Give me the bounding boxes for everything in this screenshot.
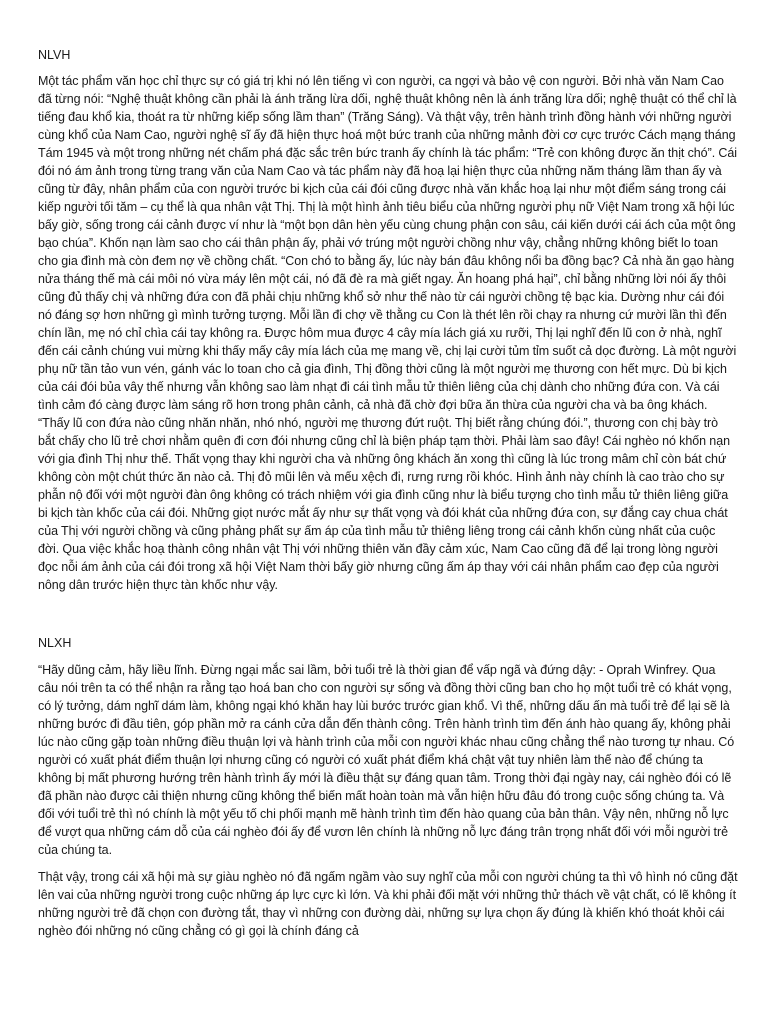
social-essay-paragraph-2: Thật vậy, trong cái xã hội mà sự giàu nghèo nó đã ngấm ngầm vào suy nghĩ của mỗi con người chúng ta thì vô hình nó cũng đặt lên vai của những người trong cuộc những áp lực cực kì lớn. Và khi phải đối mặt với những thử thách về vật chất, có lẽ không ít những người trẻ đã chọn con đường tắt, thay vì những con đường dài, những sự lựa chọn ấy đúng là khiến khó thoát khỏi cái nghèo đói những nó cũng chẳng có gì gọi là chính đáng cả <box>38 870 738 938</box>
section-heading-nlxh: NLXH <box>38 636 72 650</box>
social-essay-paragraph-1: “Hãy dũng cảm, hãy liều lĩnh. Đừng ngại mắc sai lầm, bởi tuổi trẻ là thời gian để vấp ngã và đứng dậy: - Oprah Winfrey. Qua câu nói trên ta có thể nhận ra rằng tạo hoá ban cho con người sự sống và đồng thời cũng ban cho họ một tuổi trẻ có khát vọng, có lý tưởng, dám nghĩ dám làm, không ngại khó khăn hay lùi bước trước gian khổ. Vì thế, những dấu ấn mà tuổi trẻ để lại sẽ là những bước đi đầu tiên, góp phần mở ra cánh cửa dẫn đến thành công. Trên hành trình tìm đến ánh hào quang ấy, không phải lúc nào cũng gặp toàn những điều thuận lợi và hành trình của mỗi con người khác nhau cũng chẳng thể nào tương tự nhau. Có người có xuất phát điểm thuận lợi nhưng cũng có người có xuất phát điểm khá chật vật tuy nhiên làm thế nào để chúng ta không bị mất phương hướng trên hành trình ấy mới là điều thật sự đáng quan tâm. Trong thời đại ngày nay, cái nghèo đói có lẽ đã phần nào được cải thiện nhưng cũng không thể biến mất hoàn toàn mà vẫn hiện hữu đâu đó trong cuộc sống chúng ta. Và đối với tuổi trẻ thì nó chính là một yếu tố chi phối mạnh mẽ hành trình tìm đến hào quang của bản thân. Vậy nên, những nỗ lực để vượt qua những cám dỗ của cái nghèo đói ấy để vươn lên chính là những nỗ lực đáng trân trọng nhất đối với mỗi người trẻ của chúng ta. <box>38 663 735 857</box>
section-heading-nlvh: NLVH <box>38 48 71 62</box>
literary-essay-paragraph: Một tác phẩm văn học chỉ thực sự có giá trị khi nó lên tiếng vì con người, ca ngợi và bảo vệ con người. Bởi nhà văn Nam Cao đã từng nói: “Nghệ thuật không cần phải là ánh trăng lừa dối, nghệ thuật không nên là ánh trăng lừa dối; nghệ thuật có thể chỉ là tiếng đau khổ kia, thoát ra từ những kiếp sống lầm than” (Trăng Sáng). Và thật vậy, trên hành trình đồng hành với những người cùng khổ của Nam Cao, người nghệ sĩ ấy đã hiện thực hoá một bức tranh của những mảnh đời cơ cực trước Cách mạng tháng Tám 1945 và một trong những nét chấm phá đặc sắc trên bức tranh ấy chính là tác phẩm: “Trẻ con không được ăn thịt chó”. Cái đói nó ám ảnh trong từng trang văn của Nam Cao và tác phẩm này đã hoạ lại hiện thực của những năm tháng lầm than ấy và cũng từ đây, nhân phẩm của con người trước bi kịch của cái đói cũng được nhà văn khắc hoạ lại như một điểm sáng trong cái kiếp người tối tăm – cụ thể là qua nhân vật Thị. Thị là một hình ảnh tiêu biểu của những người phụ nữ Việt Nam trong xã hội lúc bấy giờ, sống trong cái cảnh được ví như là “một bọn dân hèn yếu cùng chung phận con sâu, cái kiến dưới cái ách của một ông bạo chúa”. Khốn nạn làm sao cho cái thân phận ấy, phải vớ trúng một người chồng như vậy, chẳng những không biết lo toan cho gia đình mà còn đem nợ về chồng chất. “Con chó to bằng ấy, lúc này bán đâu không nổi ba đồng bạc? Cả nhà ăn gạo hàng nửa tháng thế mà cái môi nó vừa máy lên một cái, nó đã đè ra mà giết ngay. Ăn hoang phá hại”, chỉ bằng những lời nói ấy thôi cũng đủ thấy chị và những đứa con đã phải chịu những khổ sở như thế nào từ cái người chồng tệ bạc kia. Dường như cái đói nó đáng sợ hơn những gì mình tưởng tượng. Mỗi lần đi chợ về thằng cu Con là thét lên rồi chạy ra nhưng cứ mười lần thì đến chín lần, mẹ nó chỉ chìa cái tay không ra. Được hôm mua được 4 cây mía lách giá xu rưỡi, Thị lại nghĩ đến lũ con ở nhà, nghĩ đến cái cảnh chúng vui mừng khi thấy mấy cây mía lách của mẹ mang về, chị lại cười tủm tỉm suốt cả dọc đường. Là một người phụ nữ tần tảo vun vén, gánh vác lo toan cho cả gia đình, Thị đồng thời cũng là một người mẹ thương con hết mực. Dù bi kịch của cái đói bủa vây thế nhưng vẫn không sao làm nhạt đi cái tình mẫu tử thiên liêng của chị dành cho những đứa con. Và cái tình cảm đó càng được làm sáng rõ hơn trong phân cảnh, cả nhà đã chờ đợi bữa ăn thừa của người cha và ba ông khách. “Thấy lũ con đứa nào cũng nhăn nhăn, nhó nhó, người mẹ thương đứt ruột. Thị biết rằng chúng đói.”, thương con chị bày trò bắt chấy cho lũ trẻ chơi nhằm quên đi cơn đói nhưng cũng chỉ là biện pháp tạm thời. Phải làm sao đây! Cái nghèo nó khốn nạn với gia đình Thị như thế. Thất vọng thay khi người cha và những ông khách ăn xong thì cũng là lúc trong mâm chỉ còn bát chứ không còn một chút thức ăn nào cả. Thị đỏ mũi lên và mếu xệch đi, rưng rưng rồi khóc. Hình ảnh này chính là cao trào cho sự phẫn nộ đối với một người đàn ông không có trách nhiệm với gia đình cũng như là biểu tượng cho tình mẫu tử thiên liêng giữa bi kịch tàn khốc của cái đói. Những giọt nước mắt ấy như sự thất vọng và đói khát của những đứa con, sự đắng cay chua chát của Thị với người chồng và cũng phảng phất sự ấm áp của tình mẫu tử thiêng liêng trong cái cảnh khốn cùng nhất của cuộc đời. Qua việc khắc hoạ thành công nhân vật Thị với những thiên văn đầy cảm xúc, Nam Cao cũng đã để lại trong lòng người đọc nỗi ám ảnh của cái đói trong xã hội Việt Nam thời bấy giờ nhưng cũng ấm áp thay với cái nhân phẩm cao đẹp của người nông dân trước hiện thực tàn khốc như vậy. <box>38 74 737 592</box>
